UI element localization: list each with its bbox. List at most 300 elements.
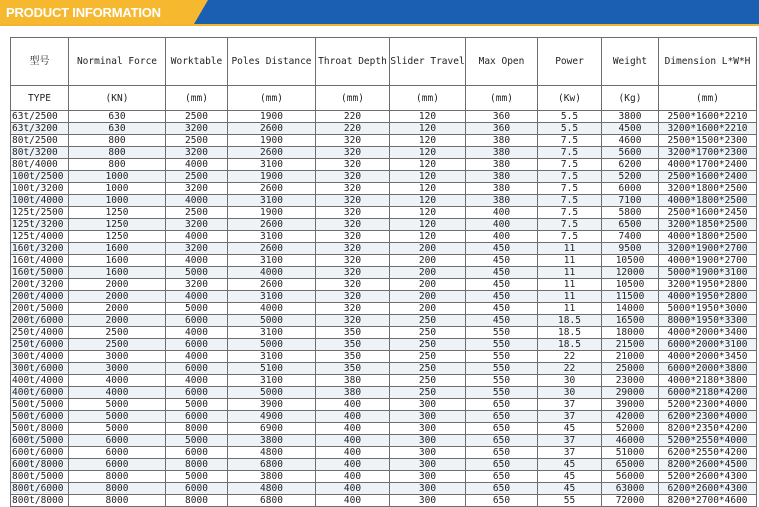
table-cell: 200 [390,291,466,303]
table-cell: 6500 [602,219,659,231]
table-cell: 22 [538,351,602,363]
model-cell: 200t/3200 [11,279,69,291]
table-cell: 8000 [166,459,228,471]
table-cell: 22 [538,363,602,375]
table-cell: 2500 [166,135,228,147]
table-cell: 320 [316,195,390,207]
table-cell: 5000 [69,411,166,423]
table-row [11,303,757,315]
table-cell: 3200*1700*2300 [659,147,757,159]
table-cell: 4000*1800*2500 [659,231,757,243]
table-row [11,171,757,183]
banner-tab [0,0,194,24]
table-cell: 37 [538,435,602,447]
table-cell: 3200*1800*2500 [659,183,757,195]
table-cell: 250 [390,363,466,375]
table-cell: 3100 [228,195,316,207]
model-cell: 600t/8000 [11,459,69,471]
table-cell: 18000 [602,327,659,339]
table-cell: 45 [538,483,602,495]
table-cell: 300 [390,495,466,507]
model-cell: 400t/4000 [11,375,69,387]
model-cell: 250t/4000 [11,327,69,339]
table-cell: 320 [316,207,390,219]
table-cell: 39000 [602,399,659,411]
table-cell: 550 [466,351,538,363]
table-cell: 1250 [69,219,166,231]
table-cell: 120 [390,135,466,147]
table-row [11,387,757,399]
table-cell: 4000 [69,375,166,387]
table-cell: 450 [466,291,538,303]
table-cell: 5000 [69,423,166,435]
table-cell: 2600 [228,123,316,135]
table-cell: 6800 [228,495,316,507]
table-cell: 320 [316,159,390,171]
table-row [11,243,757,255]
table-cell: 120 [390,207,466,219]
table-cell: 320 [316,135,390,147]
table-cell: 450 [466,279,538,291]
header-cell: Norminal Force [69,38,166,86]
table-cell: 8000 [69,495,166,507]
table-cell: 9500 [602,243,659,255]
table-cell: 11 [538,303,602,315]
table-row [11,291,757,303]
table-cell: 37 [538,411,602,423]
table-cell: 5000 [166,399,228,411]
table-cell: 5800 [602,207,659,219]
table-cell: 320 [316,255,390,267]
table-cell: 4000*2000*3450 [659,351,757,363]
table-row [11,183,757,195]
table-row [11,135,757,147]
table-cell: 5.5 [538,123,602,135]
table-cell: 320 [316,219,390,231]
table-row [11,435,757,447]
table-cell: 450 [466,315,538,327]
model-cell: 80t/2500 [11,135,69,147]
table-cell: 8200*2700*4600 [659,495,757,507]
table-row [11,363,757,375]
table-cell: 63000 [602,483,659,495]
table-cell: 120 [390,219,466,231]
table-cell: 4000 [166,351,228,363]
table-cell: 8200*2600*4500 [659,459,757,471]
table-cell: 400 [316,495,390,507]
table-cell: 3100 [228,291,316,303]
table-cell: 120 [390,183,466,195]
table-cell: 4000*1800*2500 [659,195,757,207]
table-cell: 4000 [166,291,228,303]
table-cell: 380 [466,171,538,183]
table-cell: 3200 [166,183,228,195]
table-cell: 250 [390,327,466,339]
table-cell: 5000*1900*3100 [659,267,757,279]
table-cell: 6000 [69,459,166,471]
unit-cell: (mm) [228,86,316,111]
table-row [11,483,757,495]
model-cell: 125t/2500 [11,207,69,219]
table-cell: 250 [390,315,466,327]
table-cell: 120 [390,195,466,207]
table-cell: 3100 [228,327,316,339]
table-cell: 6200*2550*4200 [659,447,757,459]
table-cell: 4000*2000*3400 [659,327,757,339]
table-cell: 320 [316,171,390,183]
table-cell: 300 [390,447,466,459]
table-cell: 6000 [166,387,228,399]
table-cell: 2500 [166,207,228,219]
table-cell: 4900 [228,411,316,423]
table-cell: 7100 [602,195,659,207]
table-cell: 380 [466,135,538,147]
table-cell: 45 [538,459,602,471]
table-cell: 4000 [166,195,228,207]
table-cell: 5000 [166,303,228,315]
table-cell: 11 [538,291,602,303]
table-cell: 220 [316,123,390,135]
table-cell: 4000*1700*2400 [659,159,757,171]
table-cell: 3200 [166,147,228,159]
table-cell: 350 [316,363,390,375]
table-cell: 400 [316,459,390,471]
table-cell: 45 [538,471,602,483]
unit-cell: (Kg) [602,86,659,111]
table-cell: 8000 [69,471,166,483]
table-cell: 7.5 [538,183,602,195]
table-cell: 3100 [228,231,316,243]
table-cell: 120 [390,123,466,135]
unit-cell: (mm) [316,86,390,111]
table-cell: 2000 [69,315,166,327]
table-cell: 4500 [602,123,659,135]
model-cell: 63t/2500 [11,111,69,123]
table-row [11,231,757,243]
table-cell: 1000 [69,195,166,207]
table-cell: 300 [390,411,466,423]
table-row [11,279,757,291]
table-cell: 6000*2000*3800 [659,363,757,375]
header-cell: Slider Travel [390,38,466,86]
table-cell: 4000 [166,159,228,171]
table-cell: 380 [466,159,538,171]
table-row [11,159,757,171]
table-cell: 37 [538,447,602,459]
table-cell: 300 [390,483,466,495]
table-cell: 300 [390,435,466,447]
table-cell: 7.5 [538,147,602,159]
table-cell: 7400 [602,231,659,243]
table-cell: 2000 [69,291,166,303]
units-row [11,86,757,111]
table-cell: 2500*1600*2450 [659,207,757,219]
table-cell: 400 [316,399,390,411]
unit-cell: (mm) [166,86,228,111]
table-cell: 320 [316,267,390,279]
table-cell: 350 [316,351,390,363]
table-cell: 3200 [166,279,228,291]
table-cell: 5.5 [538,111,602,123]
table-cell: 380 [316,387,390,399]
table-cell: 200 [390,267,466,279]
table-cell: 1000 [69,171,166,183]
table-cell: 550 [466,327,538,339]
table-cell: 6000 [602,183,659,195]
header-cell: Worktable [166,38,228,86]
table-cell: 14000 [602,303,659,315]
table-cell: 4000 [166,327,228,339]
table-row [11,399,757,411]
model-cell: 200t/4000 [11,291,69,303]
table-row [11,255,757,267]
table-row [11,123,757,135]
table-cell: 2600 [228,219,316,231]
table-cell: 320 [316,183,390,195]
table-cell: 5000 [69,399,166,411]
table-cell: 300 [390,399,466,411]
table-cell: 4800 [228,483,316,495]
product-info-banner [0,0,759,26]
table-cell: 8000 [166,495,228,507]
table-cell: 650 [466,495,538,507]
table-cell: 320 [316,315,390,327]
table-cell: 1900 [228,135,316,147]
table-cell: 4000 [228,303,316,315]
unit-cell: (mm) [659,86,757,111]
table-cell: 1250 [69,231,166,243]
table-cell: 250 [390,375,466,387]
table-cell: 650 [466,411,538,423]
header-cell: Max Open [466,38,538,86]
table-row [11,195,757,207]
model-cell: 600t/5000 [11,435,69,447]
table-cell: 4000 [69,387,166,399]
table-row [11,423,757,435]
table-cell: 6900 [228,423,316,435]
table-cell: 3200 [166,219,228,231]
table-cell: 8000*1950*3300 [659,315,757,327]
table-cell: 46000 [602,435,659,447]
table-body [11,111,757,507]
table-cell: 4600 [602,135,659,147]
table-cell: 320 [316,231,390,243]
model-cell: 800t/8000 [11,495,69,507]
table-cell: 3000 [69,351,166,363]
table-cell: 6800 [228,459,316,471]
table-cell: 800 [69,135,166,147]
model-cell: 400t/6000 [11,387,69,399]
table-cell: 350 [316,339,390,351]
model-cell: 80t/4000 [11,159,69,171]
table-cell: 37 [538,399,602,411]
table-cell: 11500 [602,291,659,303]
table-cell: 3800 [228,471,316,483]
table-cell: 2600 [228,183,316,195]
table-cell: 320 [316,243,390,255]
model-cell: 600t/6000 [11,447,69,459]
table-cell: 380 [316,375,390,387]
table-cell: 6200*2600*4300 [659,483,757,495]
table-row [11,147,757,159]
banner-title: PRODUCT INFORMATION [6,5,161,20]
table-cell: 45 [538,423,602,435]
table-cell: 4800 [228,447,316,459]
table-cell: 18.5 [538,315,602,327]
table-cell: 800 [69,159,166,171]
table-cell: 2500*1600*2400 [659,171,757,183]
table-cell: 4000 [166,255,228,267]
table-cell: 2000 [69,303,166,315]
table-cell: 4000*1950*2800 [659,291,757,303]
table-cell: 5000 [166,267,228,279]
table-cell: 650 [466,483,538,495]
table-cell: 52000 [602,423,659,435]
table-cell: 200 [390,243,466,255]
table-cell: 200 [390,255,466,267]
table-cell: 400 [316,483,390,495]
table-cell: 7.5 [538,195,602,207]
table-cell: 400 [466,231,538,243]
table-cell: 1900 [228,171,316,183]
table-cell: 2500 [166,111,228,123]
table-cell: 4000 [228,267,316,279]
table-cell: 6000*2180*4200 [659,387,757,399]
table-cell: 650 [466,435,538,447]
model-cell: 200t/6000 [11,315,69,327]
table-cell: 55 [538,495,602,507]
table-cell: 5000*1950*3000 [659,303,757,315]
table-cell: 360 [466,123,538,135]
table-cell: 300 [390,459,466,471]
table-cell: 3200*1850*2500 [659,219,757,231]
table-cell: 10500 [602,255,659,267]
model-cell: 100t/4000 [11,195,69,207]
table-cell: 2500 [69,327,166,339]
model-cell: 100t/3200 [11,183,69,195]
table-cell: 200 [390,279,466,291]
table-cell: 650 [466,459,538,471]
table-row [11,471,757,483]
table-cell: 3000 [69,363,166,375]
table-cell: 5000 [228,339,316,351]
table-cell: 23000 [602,375,659,387]
table-cell: 2500 [69,339,166,351]
table-cell: 1600 [69,267,166,279]
table-cell: 6000 [166,363,228,375]
table-cell: 1900 [228,111,316,123]
table-cell: 5200*2550*4000 [659,435,757,447]
table-cell: 3200*1950*2800 [659,279,757,291]
table-row [11,447,757,459]
table-cell: 550 [466,363,538,375]
table-cell: 400 [316,411,390,423]
unit-cell: (mm) [390,86,466,111]
unit-cell: (KN) [69,86,166,111]
table-cell: 3100 [228,351,316,363]
table-cell: 7.5 [538,171,602,183]
table-cell: 51000 [602,447,659,459]
table-cell: 21500 [602,339,659,351]
table-cell: 2600 [228,243,316,255]
table-cell: 3800 [602,111,659,123]
model-cell: 300t/4000 [11,351,69,363]
table-cell: 320 [316,291,390,303]
table-cell: 29000 [602,387,659,399]
table-cell: 4000 [166,231,228,243]
model-cell: 500t/5000 [11,399,69,411]
table-cell: 8000 [166,423,228,435]
table-cell: 650 [466,447,538,459]
model-cell: 80t/3200 [11,147,69,159]
table-cell: 360 [466,111,538,123]
table-cell: 8200*2350*4200 [659,423,757,435]
table-cell: 120 [390,159,466,171]
table-cell: 4000*1900*2700 [659,255,757,267]
table-cell: 6000 [166,339,228,351]
table-cell: 7.5 [538,159,602,171]
table-row [11,375,757,387]
model-cell: 500t/8000 [11,423,69,435]
table-cell: 5100 [228,363,316,375]
table-cell: 6000 [166,447,228,459]
table-row [11,327,757,339]
table-cell: 72000 [602,495,659,507]
table-cell: 450 [466,243,538,255]
header-cell: Weight [602,38,659,86]
table-cell: 800 [69,147,166,159]
header-cell: Poles Distance [228,38,316,86]
table-cell: 2500*1500*2300 [659,135,757,147]
table-cell: 400 [466,219,538,231]
table-row [11,315,757,327]
table-cell: 25000 [602,363,659,375]
header-cell: 型号 [11,38,69,86]
table-cell: 5000 [166,471,228,483]
table-cell: 120 [390,147,466,159]
table-cell: 400 [316,435,390,447]
table-cell: 380 [466,195,538,207]
table-cell: 3800 [228,435,316,447]
table-cell: 1900 [228,207,316,219]
table-cell: 6000 [166,315,228,327]
table-cell: 3900 [228,399,316,411]
table-cell: 120 [390,111,466,123]
table-cell: 7.5 [538,219,602,231]
table-cell: 320 [316,303,390,315]
spec-table [10,37,757,507]
table-cell: 400 [316,471,390,483]
table-cell: 56000 [602,471,659,483]
table-row [11,267,757,279]
table-cell: 220 [316,111,390,123]
table-cell: 30 [538,387,602,399]
table-cell: 5000 [228,315,316,327]
table-cell: 4000 [166,375,228,387]
table-cell: 200 [390,303,466,315]
table-cell: 11 [538,255,602,267]
table-cell: 450 [466,267,538,279]
table-cell: 11 [538,279,602,291]
unit-cell: (Kw) [538,86,602,111]
table-row [11,351,757,363]
table-cell: 400 [316,423,390,435]
table-cell: 380 [466,183,538,195]
table-cell: 3200*1600*2210 [659,123,757,135]
table-cell: 250 [390,351,466,363]
table-cell: 6000 [166,411,228,423]
model-cell: 250t/6000 [11,339,69,351]
